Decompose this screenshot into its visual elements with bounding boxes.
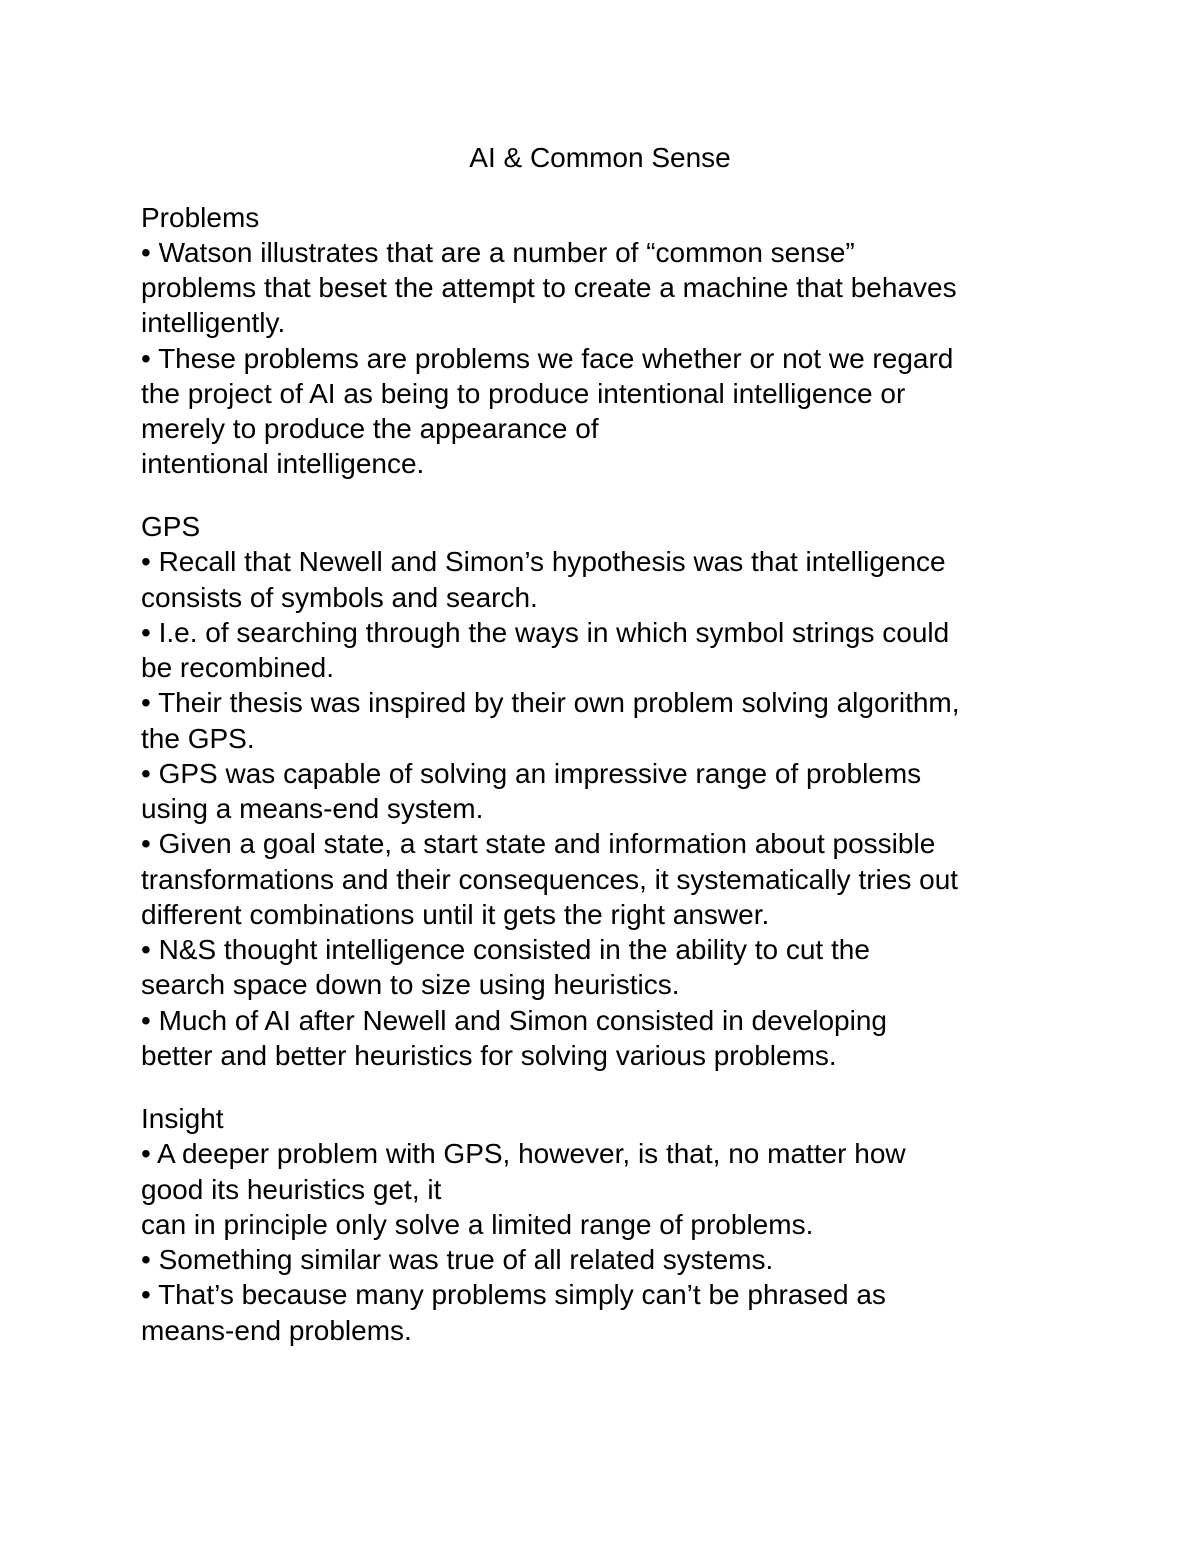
section-heading-gps: GPS xyxy=(141,511,201,542)
text-line: search space down to size using heuristics. xyxy=(141,969,680,1000)
text-line: different combinations until it gets the right answer. xyxy=(141,899,770,930)
text-line: be recombined. xyxy=(141,652,335,683)
section-heading-insight: Insight xyxy=(141,1103,224,1134)
text-line: problems that beset the attempt to create a machine that behaves xyxy=(141,272,957,303)
text-line: good its heuristics get, it xyxy=(141,1174,442,1205)
text-line: consists of symbols and search. xyxy=(141,582,538,613)
text-line: • Their thesis was inspired by their own problem solving algorithm, xyxy=(141,687,960,718)
text-line: can in principle only solve a limited range of problems. xyxy=(141,1209,814,1240)
text-line: the GPS. xyxy=(141,723,255,754)
text-line: • Given a goal state, a start state and information about possible xyxy=(141,828,936,859)
page-title: AI & Common Sense xyxy=(469,142,731,173)
text-line: using a means-end system. xyxy=(141,793,484,824)
text-line: • Something similar was true of all related systems. xyxy=(141,1244,774,1275)
text-line: • Much of AI after Newell and Simon consisted in developing xyxy=(141,1005,887,1036)
text-line: intelligently. xyxy=(141,307,286,338)
text-line: merely to produce the appearance of xyxy=(141,413,599,444)
section-heading-problems: Problems xyxy=(141,202,260,233)
text-line: the project of AI as being to produce intentional intelligence or xyxy=(141,378,906,409)
text-line: intentional intelligence. xyxy=(141,448,425,479)
text-line: • I.e. of searching through the ways in which symbol strings could xyxy=(141,617,950,648)
text-line: means-end problems. xyxy=(141,1315,412,1346)
text-line: • These problems are problems we face whether or not we regard xyxy=(141,343,954,374)
text-line: transformations and their consequences, it systematically tries out xyxy=(141,864,959,895)
text-line: • That’s because many problems simply can’t be phrased as xyxy=(141,1279,886,1310)
text-line: • N&S thought intelligence consisted in the ability to cut the xyxy=(141,934,870,965)
text-line: better and better heuristics for solving various problems. xyxy=(141,1040,837,1071)
text-line: • Recall that Newell and Simon’s hypothesis was that intelligence xyxy=(141,546,946,577)
text-line: • A deeper problem with GPS, however, is that, no matter how xyxy=(141,1138,906,1169)
text-line: • GPS was capable of solving an impressive range of problems xyxy=(141,758,922,789)
text-line: • Watson illustrates that are a number of “common sense” xyxy=(141,237,855,268)
